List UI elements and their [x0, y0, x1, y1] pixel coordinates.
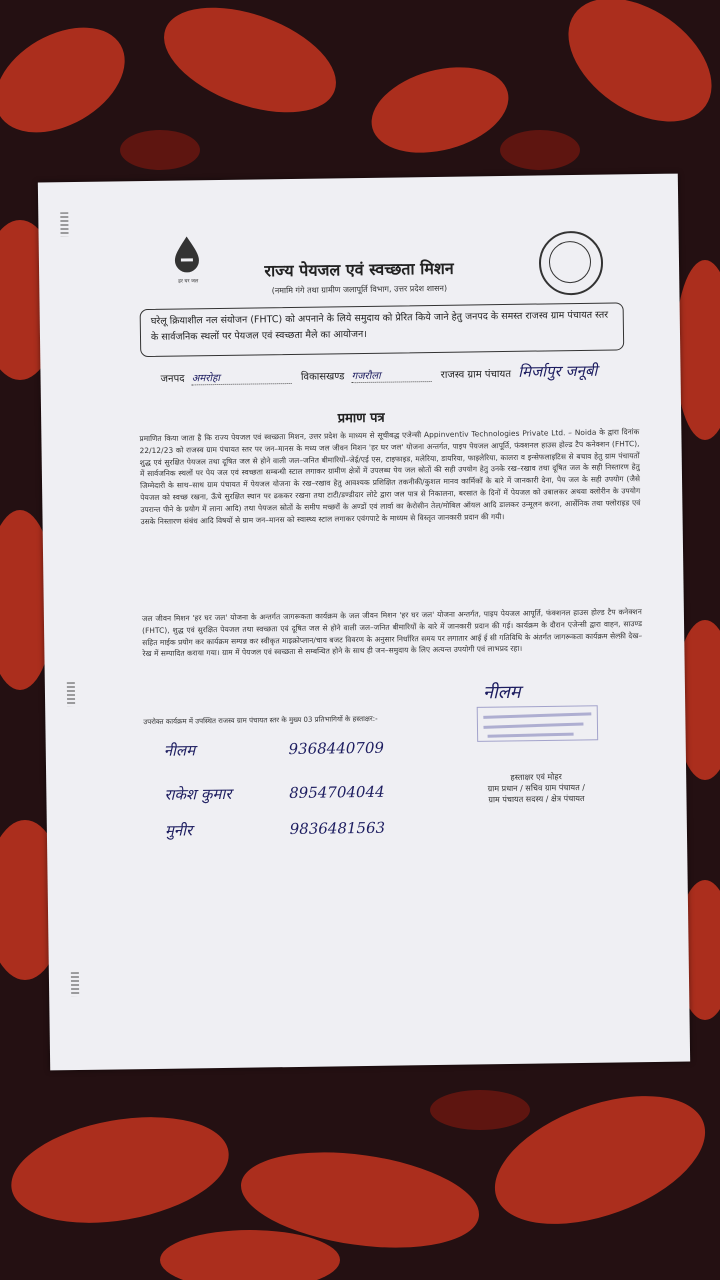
participant-phone: 9836481563: [289, 818, 386, 839]
participant-entry: [164, 782, 384, 805]
punch-hole-mark: [71, 972, 79, 996]
punch-hole-mark: [60, 212, 68, 236]
participant-name: नीलम: [163, 741, 196, 760]
participant-phone: 8954704044: [289, 782, 385, 803]
organization-title: राज्य पेयजल एवं स्वच्छता मिशन: [264, 258, 454, 281]
signature-role-line: ग्राम प्रधान / सचिव ग्राम पंचायत /: [487, 782, 586, 794]
punch-hole-mark: [67, 682, 75, 706]
certificate-paragraph-1: प्रमाणित किया जाता है कि राज्य पेयजल एवं स्वच्छता मिशन, उत्तर प्रदेश के माध्यम से सूचीबद्ध एजेन्सी Appinventiv Technologies Private Ltd. – Noida के द्वारा दिनांक 22/12/23 को राजस्व ग्राम पंचायत स्तर पर जन–मानस के मध्य जल जीवन मिशन 'हर घर जल' योजना अन्तर्गत, पाइप पेयजल आपूर्ति, फंक्शनल हाउस होल्ड टैप कनेक्शन (FHTC), शुद्ध एवं सुरक्षित पेयजल तथा दूषित जल से होने वाली जल–जनित बीमारियों–जेई/एई एस, टाइफाइड, मलेरिया, डायरिया, फाइलेरिया, कालरा व इन्सेफलाइटिस से बचाव हेतु ग्राम पंचायतों में सार्वजनिक स्थलों पर पेय जल एवं स्वच्छता सम्बन्धी स्टाल लगाकर ग्रामीण क्षेत्रों में उपलब्ध पेय जल स्रोतों की सही उपयोग हेतु उनके रख–रखाव तथा दूषित जल के सही निस्तारण हेतु जिम्मेदारी के साथ–साथ ग्राम पंचायत में पेयजल योजना के रख–रखाव हेतु आवश्यक प्रशिक्षित तकनीकी/कुशल मानव कार्मिकों के बारे में जानकारी देना, पेय जल के सही उपयोग (जैसे पेयजल को स्वच्छ रखना, ऊँचे सुरक्षित स्थान पर ढककर रखना तथा टाटी/डण्डीदार लोटे द्वारा जल पात्र से निकालना, बरसात के दिनों में पेयजल को उबालकर अथवा क्लोरीन के उपयोग उपरान्त पीने के प्रयोग में लाना आदि) तथा पेयजल स्रोतों के समीप मच्छरों के अण्डों एवं लार्वा का केरोसीन तेल/मोबिल ऑयल आदि डालकर उन्मूलन करना, आर्सेनिक तथा फ्लोराइड एवं उसके निस्तारण संबंध आदि विषयों से ग्राम जन–मानस को स्वास्थ्य स्टाल लगाकर एवंगपाटे के माध्यम से विस्तृत जानकारी प्रदान की गयी।: [139, 427, 641, 526]
signature-role-line: ग्राम पंचायत सदस्य / क्षेत्र पंचायत: [488, 793, 585, 805]
panchayat-label: राजस्व ग्राम पंचायत: [440, 368, 512, 381]
signature-caption: हस्ताक्षर एवं मोहर: [510, 772, 562, 782]
certificate-paper: [38, 174, 690, 1071]
event-banner: [140, 302, 625, 357]
participant-name: मुनीर: [164, 821, 193, 840]
location-fields: [160, 360, 680, 387]
government-seal-icon: [539, 231, 604, 296]
block-label: विकासखण्ड: [300, 371, 345, 383]
official-stamp-mark: [473, 680, 604, 752]
district-label: जनपद: [160, 373, 185, 385]
logo-caption: हर घर जल: [178, 278, 199, 285]
certificate-title: प्रमाण पत्र: [337, 410, 385, 427]
participants-heading: उपरोक्त कार्यक्रम में उपस्थित राजस्व ग्राम पंचायत स्तर के मुख्य 03 प्रतिभागियों के हस्ताक्षर:-: [143, 714, 378, 727]
participant-name: राकेश कुमार: [164, 784, 232, 804]
certificate-paragraph-2: जल जीवन मिशन 'हर घर जल' योजना के अन्तर्गत जागरूकता कार्यक्रम के जल जीवन मिशन 'हर घर जल' योजना अन्तर्गत, पाइप पेयजल आपूर्ति, फंक्शनल हाउस होल्ड टैप कनेक्शन (FHTC), शुद्ध एवं सुरक्षित पेयजल तथा स्वच्छता एवं दूषित जल से होने वाली जल–जनित बीमारियों के बारे में जानकारी प्रदान की गई। कार्यक्रम के दौरान एजेन्सी द्वारा वाहन, साउण्ड सहित माईक प्रयोग कर कार्यक्रम सम्पन्न कर स्वीकृत माइक्रोप्लान/चाय बजट विवरण के अनुसार निर्धारित समय पर लगातार आई ई सी गतिविधि के अंतर्गत जागरूकता कार्यक्रम सेल्फ़ी देख–रेख में सम्पादित कराया गया। ग्राम में पेयजल एवं स्वच्छता से सम्बन्धित होने के साथ ही जन–समुदाय के लिए अत्यन्त उपयोगी एवं लाभप्रद रहा।: [141, 607, 643, 659]
pradhan-signature: नीलम: [482, 681, 521, 704]
signature-block: [456, 770, 616, 805]
participant-phone: 9368440709: [288, 738, 385, 759]
panchayat-value: मिर्जापुर जनूबी: [518, 361, 598, 381]
block-value: गजरौला: [351, 367, 431, 383]
participant-entry: [164, 738, 384, 761]
participant-entry: [165, 818, 385, 841]
event-banner-text: घरेलू क्रियाशील नल संयोजन (FHTC) को अपनाने के लिये समुदाय को प्रेरित किये जाने हेतु जनपद के समस्त राजस्व ग्राम पंचायत स्तर के सार्वजनिक स्थलों पर पेयजल एवं स्वच्छता मैले का आयोजन।: [150, 309, 609, 343]
organization-subtitle: (नमामि गंगे तथा ग्रामीण जलापूर्ति विभाग, उत्तर प्रदेश शासन): [271, 283, 448, 296]
district-value: अमरोहा: [192, 369, 292, 385]
